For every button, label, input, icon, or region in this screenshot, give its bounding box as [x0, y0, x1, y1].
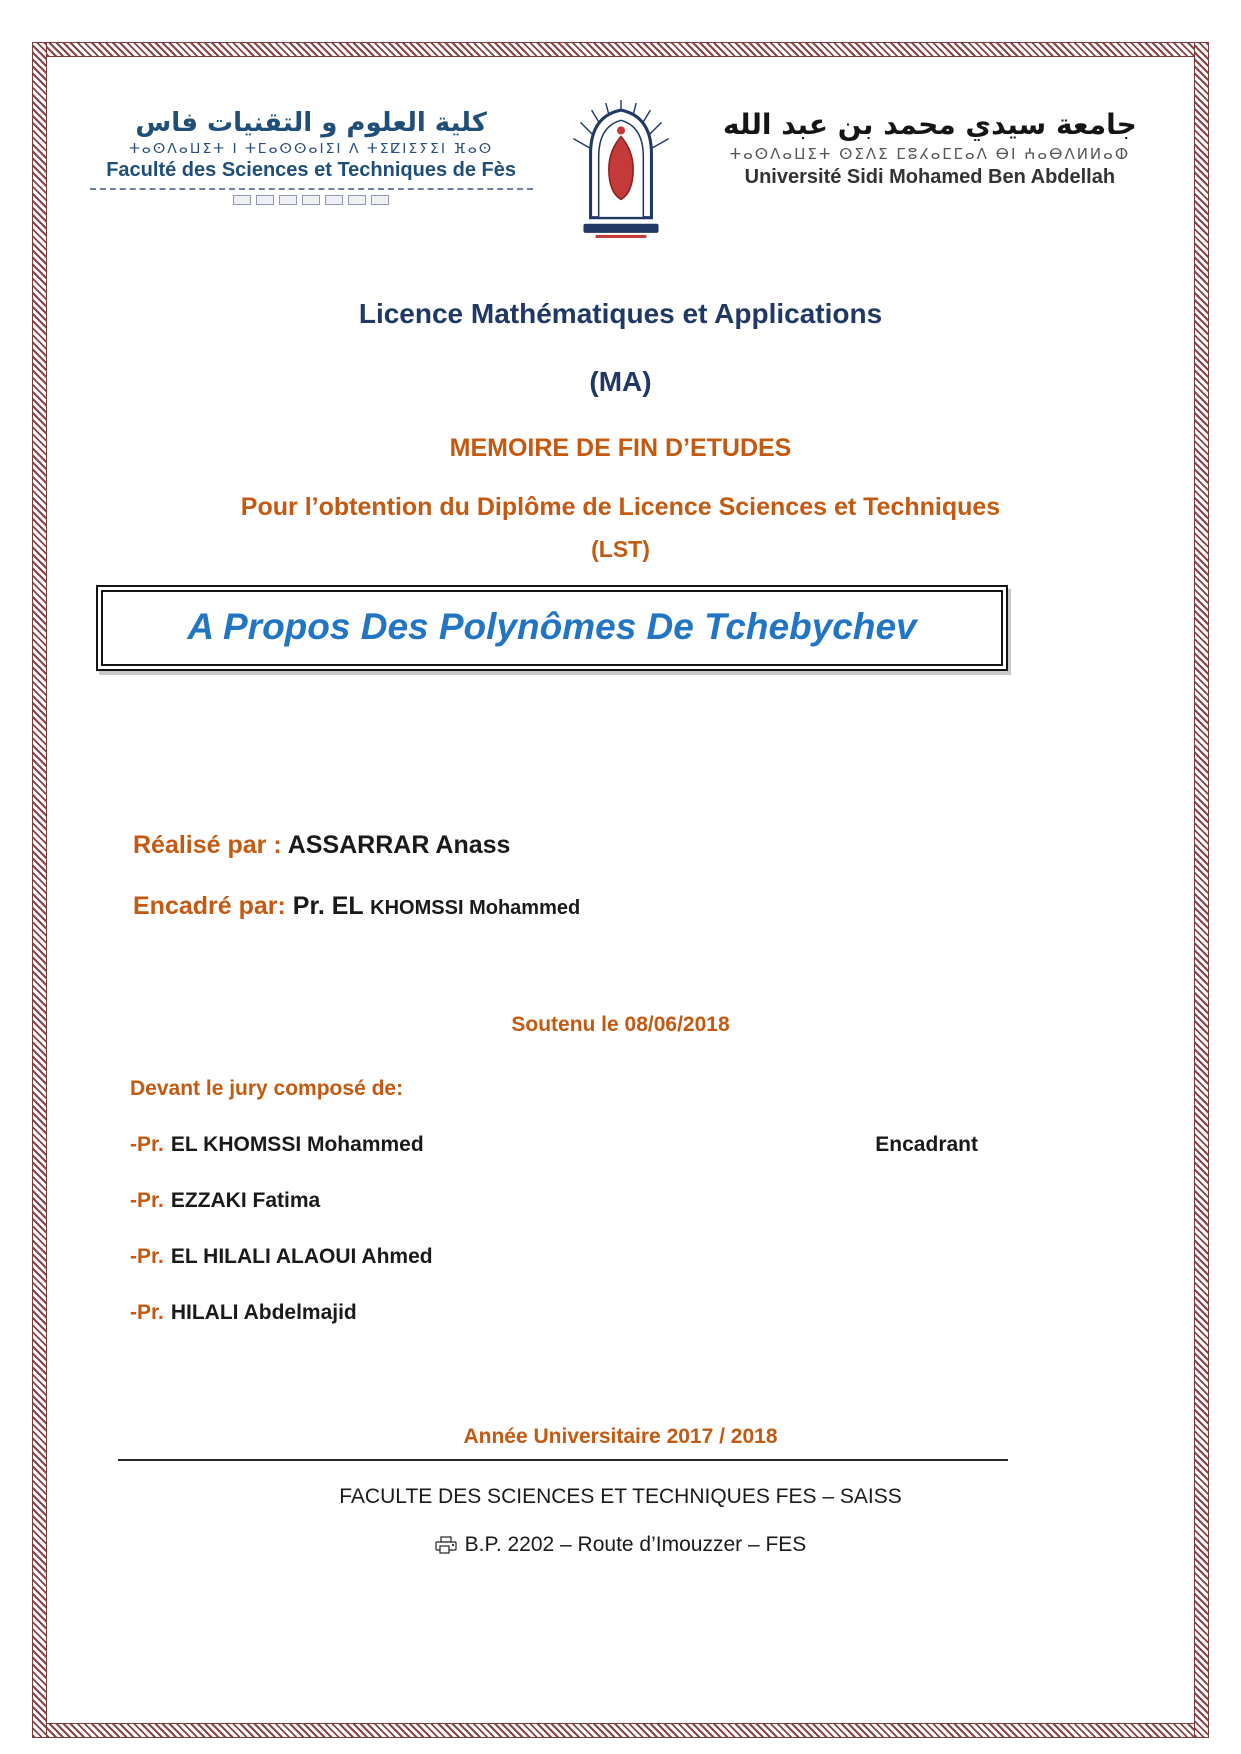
jury-prefix: -Pr. [130, 1133, 164, 1156]
jury-member-row [130, 1245, 978, 1269]
jury-member-row [130, 1189, 978, 1213]
footer-separator-line [118, 1459, 1008, 1461]
program-title: Licence Mathématiques et Applications [358, 298, 883, 329]
page-border-bottom [32, 1723, 1209, 1738]
memoire-heading: MEMOIRE DE FIN D’ETUDES [449, 434, 792, 462]
jury-role: Encadrant [875, 1133, 978, 1156]
footer-faculty-line: FACULTE DES SCIENCES ET TECHNIQUES FES – SAISS [339, 1485, 902, 1508]
thesis-title: A Propos Des Polynômes De Tchebychev [187, 606, 917, 647]
faculty-dash-rule [90, 188, 533, 190]
faculty-name-french: Faculté des Sciences et Techniques de Fès [106, 159, 517, 181]
faculty-block [81, 108, 542, 205]
institutional-header [58, 108, 1183, 240]
jury-member-row [130, 1301, 978, 1325]
author-label: Réalisé par : [133, 831, 282, 859]
jury-name: EZZAKI Fatima [170, 1189, 321, 1212]
thesis-title-box-inner [101, 590, 1003, 666]
author-name: ASSARRAR Anass [287, 831, 511, 859]
university-block [699, 108, 1160, 189]
academic-year-line: Année Universitaire 2017 / 2018 [463, 1425, 778, 1448]
page-border-top [32, 42, 1209, 57]
jury-heading: Devant le jury composé de: [130, 1077, 404, 1100]
people-section [58, 831, 1183, 921]
lst-abbreviation: (LST) [591, 536, 650, 562]
faculty-name-tifinagh: ⵜⴰⵙⴷⴰⵡⵉⵜ ⵏ ⵜⵎⴰⵙⵙⴰⵏⵉⵏ ⴷ ⵜⵉⵇⵏⵉⵢⵉⵏ ⴼⴰⵙ [129, 141, 494, 157]
jury-name: EL KHOMSSI Mohammed [170, 1133, 424, 1156]
fax-icon [435, 1536, 457, 1554]
thesis-title-box [96, 585, 1008, 671]
supervisor-name-caps: KHOMSSI Mohammed [370, 897, 581, 919]
page-content [58, 70, 1183, 1557]
footer-address-text: B.P. 2202 – Route d’Imouzzer – FES [464, 1533, 807, 1556]
university-name-arabic: جامعة سيدي محمد بن عبد الله [722, 108, 1137, 141]
jury-member [130, 1189, 320, 1213]
jury-member [130, 1133, 424, 1157]
university-logo [565, 98, 677, 240]
university-name-tifinagh: ⵜⴰⵙⴷⴰⵡⵉⵜ ⵙⵉⴷⵉ ⵎⵓⵃⴰⵎⵎⴰⴷ ⴱⵏ ⵄⴰⴱⴷⵍⵍⴰⵀ [729, 145, 1131, 163]
faculty-name-arabic: كلية العلوم و التقنيات فاس [135, 108, 487, 138]
page-border-right [1194, 42, 1209, 1738]
supervisor-line [133, 892, 1183, 921]
footer-address-line [58, 1533, 1183, 1557]
logo-block [542, 98, 700, 240]
university-name-french: Université Sidi Mohamed Ben Abdellah [744, 166, 1116, 188]
author-line [133, 831, 1183, 860]
purpose-line: Pour l’obtention du Diplôme de Licence Sciences et Techniques [240, 493, 1001, 521]
jury-member [130, 1301, 357, 1325]
jury-prefix: -Pr. [130, 1189, 164, 1212]
defense-date-line: Soutenu le 08/06/2018 [511, 1013, 730, 1036]
program-abbreviation: (MA) [589, 366, 652, 397]
jury-prefix: -Pr. [130, 1245, 164, 1268]
page-border-left [32, 42, 47, 1738]
jury-list [58, 1133, 1183, 1325]
jury-member [130, 1245, 433, 1269]
jury-name: EL HILALI ALAOUI Ahmed [170, 1245, 433, 1268]
jury-prefix: -Pr. [130, 1301, 164, 1324]
supervisor-name: Pr. EL [292, 892, 364, 920]
faculty-decorative-boxes [233, 195, 389, 205]
supervisor-label: Encadré par: [133, 892, 286, 920]
jury-name: HILALI Abdelmajid [170, 1301, 357, 1324]
jury-member-row [130, 1133, 978, 1157]
